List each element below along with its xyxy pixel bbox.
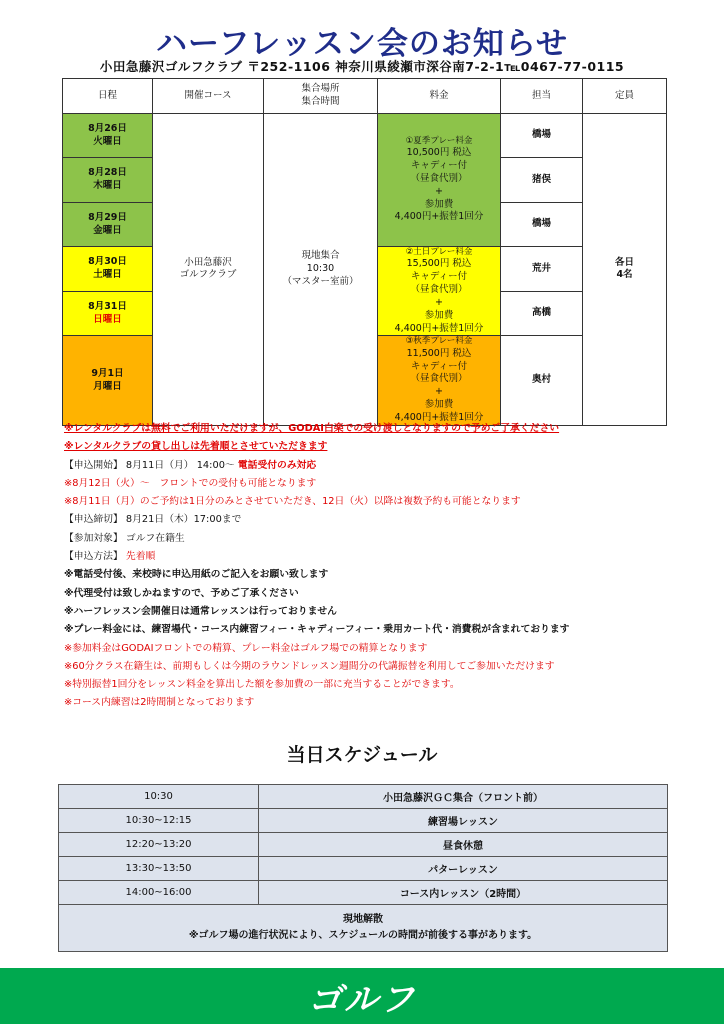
schedule-activity: 練習場レッスン: [259, 809, 668, 833]
schedule-time: 14:00~16:00: [59, 881, 259, 905]
fee-summer: ①夏季プレー料金 10,500円 税込 キャディー付 （昼食代別） + 参加費 4,400円+振替1回分: [378, 114, 501, 247]
lesson-table: [62, 78, 667, 426]
date-cell: 8月29日 金曜日: [63, 203, 153, 247]
note-line: 【参加対象】 ゴルフ在籍生: [64, 532, 185, 544]
schedule-activity: 小田急藤沢ＧＣ集合（フロント前）: [259, 785, 668, 809]
date-cell: 9月1日 月曜日: [63, 336, 153, 425]
meeting-cell: 現地集合 10:30 （マスター室前）: [264, 114, 378, 426]
club-address: 小田急藤沢ゴルフクラブ 〒252-1106 神奈川県綾瀬市深谷南7-2-1℡0467-77-0115: [99, 59, 625, 74]
course-cell: 小田急藤沢 ゴルフクラブ: [153, 114, 264, 426]
schedule-table: [58, 784, 668, 952]
table-row: [63, 114, 667, 158]
date-cell: 8月30日 土曜日: [63, 247, 153, 292]
note-line: ※プレー料金には、練習場代・コース内練習フィー・キャディーフィー・乗用カート代・消費税が含まれております: [64, 624, 570, 636]
header-capacity: 定員: [583, 79, 667, 114]
date-cell: 8月26日 火曜日: [63, 114, 153, 158]
note-line: ※レンタルクラブの貸し出しは先着順とさせていただきます: [64, 441, 328, 453]
schedule-activity: コース内レッスン（2時間）: [259, 881, 668, 905]
schedule-activity: パターレッスン: [259, 857, 668, 881]
staff-cell: 奥村: [501, 336, 583, 425]
note-line: ※特別振替1回分をレッスン料金を算出した額を参加費の一部に充当することができます。: [64, 679, 460, 691]
schedule-time: 13:30~13:50: [59, 857, 259, 881]
header-fee: 料金: [378, 79, 501, 114]
staff-cell: 荒井: [501, 247, 583, 292]
date-cell: 8月31日 日曜日: [63, 292, 153, 336]
schedule-row: [59, 881, 668, 905]
note-line: ※ハーフレッスン会開催日は通常レッスンは行っておりません: [64, 605, 337, 617]
header-staff: 担当: [501, 79, 583, 114]
schedule-row: [59, 833, 668, 857]
page-title: ハーフレッスン会のお知らせ: [156, 26, 568, 62]
note-line: ※参加料金はGODAIフロントでの精算、プレー料金はゴルフ場での精算となります: [64, 642, 428, 654]
header-date: 日程: [63, 79, 153, 114]
capacity-cell: 各日 4名: [583, 114, 667, 426]
staff-cell: 高橋: [501, 292, 583, 336]
fee-weekend: ②土日プレー料金 15,500円 税込 キャディー付 （昼食代別） + 参加費 4,400円+振替1回分: [378, 247, 501, 336]
schedule-footer: 現地解散 ※ゴルフ場の進行状況により、スケジュールの時間が前後する事があります。: [59, 905, 668, 952]
banner-text: ゴルフ: [308, 980, 416, 1020]
schedule-time: 10:30: [59, 785, 259, 809]
golf-banner: [0, 968, 724, 1024]
schedule-time: 12:20~13:20: [59, 833, 259, 857]
schedule-footer-row: [59, 905, 668, 952]
date-cell: 8月28日 木曜日: [63, 158, 153, 203]
table-header-row: [63, 79, 667, 114]
schedule-row: [59, 785, 668, 809]
schedule-row: [59, 857, 668, 881]
note-line: ※代理受付は致しかねますので、予めご了承ください: [64, 587, 299, 599]
staff-cell: 橋場: [501, 203, 583, 247]
note-line: ※8月11日（月）のご予約は1日分のみとさせていただき、12日（火）以降は複数予約も可能となります: [64, 496, 521, 508]
note-line: ※レンタルクラブは無料でご利用いただけますが、GODAI白楽での受け渡しとなりますので予めご了承ください: [64, 423, 560, 434]
schedule-time: 10:30~12:15: [59, 809, 259, 833]
schedule-title: 当日スケジュール: [286, 744, 438, 766]
schedule-activity: 昼食休憩: [259, 833, 668, 857]
note-line: ※電話受付後、来校時に申込用紙のご記入をお願い致します: [64, 569, 329, 581]
header-course: 開催コース: [153, 79, 264, 114]
fee-autumn: ③秋季プレー料金 11,500円 税込 キャディー付 （昼食代別） + 参加費 4,400円+振替1回分: [378, 336, 501, 425]
note-line: 【申込方法】 先着順: [64, 551, 156, 563]
note-line: ※60分クラス在籍生は、前期もしくは今期のラウンドレッスン週間分の代講振替を利用してご参加いただけます: [64, 660, 555, 672]
staff-cell: 猪俣: [501, 158, 583, 203]
note-line: ※8月12日（火）～ フロントでの受付も可能となります: [64, 477, 317, 489]
note-line: ※コース内練習は2時間制となっております: [64, 697, 255, 709]
header-meeting: 集合場所 集合時間: [264, 79, 378, 114]
note-line: 【申込開始】 8月11日（月） 14:00～ 電話受付のみ対応: [64, 459, 317, 471]
staff-cell: 橋場: [501, 114, 583, 158]
notes-section: [64, 420, 664, 713]
note-line: 【申込締切】 8月21日（木）17:00まで: [64, 514, 242, 526]
schedule-row: [59, 809, 668, 833]
